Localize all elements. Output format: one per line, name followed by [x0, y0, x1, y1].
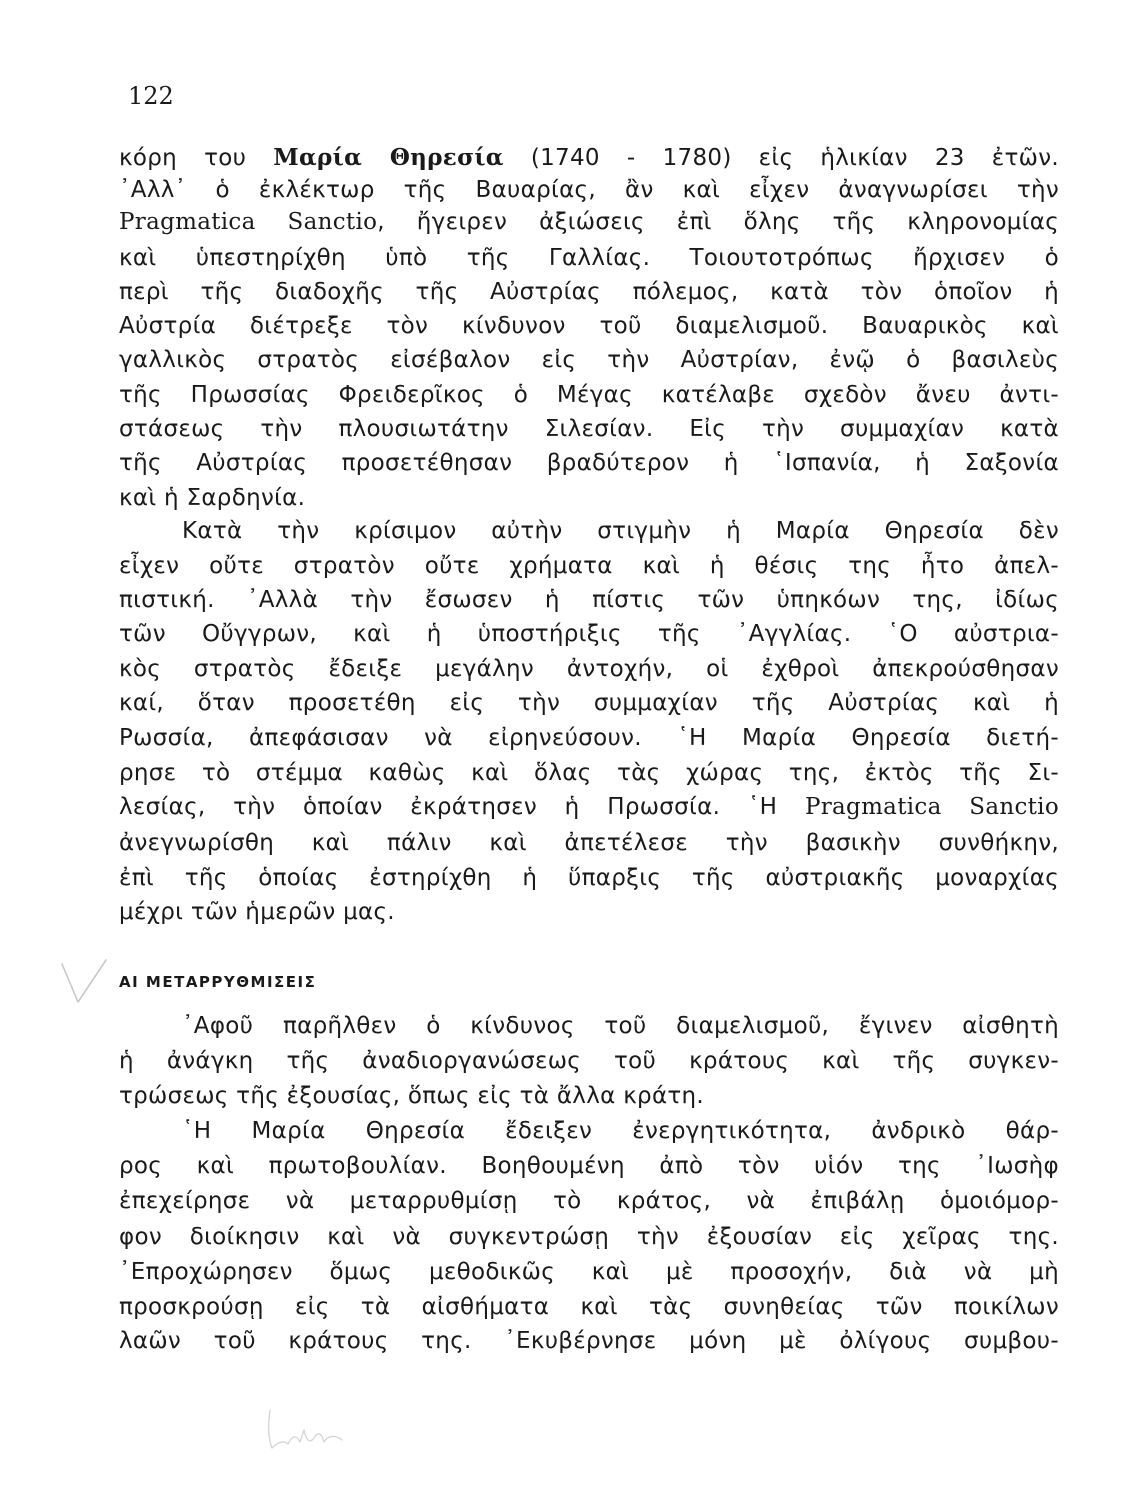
- text-line: καί, ὅταν προσετέθη εἰς τὴν συμμαχίαν τῆς Αὐστρίας καὶ ἡ: [119, 690, 1059, 716]
- text-line: ῾Η Μαρία Θηρεσία ἔδειξεν ἐνεργητικότητα, ἀνδρικὸ θάρ-: [182, 1118, 1059, 1144]
- text-line: ἐπεχείρησε νὰ μεταρρυθμίσῃ τὸ κράτος, νὰ ἐπιβάλῃ ὁμοιόμορ-: [119, 1188, 1059, 1214]
- text-line: ᾿Επροχώρησεν ὅμως μεθοδικῶς καὶ μὲ προσοχήν, διὰ νὰ μὴ: [119, 1259, 1059, 1285]
- bold-name: Μαρία Θηρεσία: [273, 144, 504, 171]
- text-line: τρώσεως τῆς ἐξουσίας, ὅπως εἰς τὰ ἄλλα κράτη.: [119, 1083, 705, 1109]
- text-line: ἐπὶ τῆς ὁποίας ἐστηρίχθη ἡ ὕπαρξις τῆς αὐστριακῆς μοναρχίας: [119, 865, 1059, 891]
- text-line: καὶ ἡ Σαρδηνία.: [119, 485, 306, 511]
- section-heading: ΑΙ ΜΕΤΑΡΡΥΘΜΙΣΕΙΣ: [119, 973, 317, 991]
- text-line: Αὐστρία διέτρεξε τὸν κίνδυνον τοῦ διαμελισμοῦ. Βαυαρικὸς καὶ: [119, 313, 1059, 339]
- text-line: καὶ ὑπεστηρίχθη ὑπὸ τῆς Γαλλίας. Τοιουτοτρόπως ἤρχισεν ὁ: [119, 245, 1059, 271]
- text-line: [119, 790, 1059, 824]
- page-number: 122: [128, 82, 174, 110]
- text-line: κὸς στρατὸς ἔδειξε μεγάλην ἀντοχήν, οἱ ἐχθροὶ ἀπεκρούσθησαν: [119, 656, 1059, 682]
- text-line: πιστική. ᾿Αλλὰ τὴν ἔσωσεν ἡ πίστις τῶν ὑπηκόων της, ἰδίως: [119, 587, 1059, 613]
- text-line: τῆς Αὐστρίας προσετέθησαν βραδύτερον ἡ ῾Ισπανία, ἡ Σαξονία: [119, 450, 1059, 476]
- text-span: λεσίας, τὴν ὁποίαν ἐκράτησεν ἡ Πρωσσία. ῾Η: [119, 794, 805, 820]
- text-line: εἶχεν οὔτε στρατὸν οὔτε χρήματα καὶ ἡ θέσις της ἦτο ἀπελ-: [119, 553, 1059, 579]
- text-line: ρησε τὸ στέμμα καθὼς καὶ ὅλας τὰς χώρας της, ἐκτὸς τῆς Σι-: [119, 760, 1059, 786]
- pencil-check-mark-icon: [58, 958, 118, 1008]
- text-line: λαῶν τοῦ κράτους της. ᾿Εκυβέρνησε μόνη μὲ ὀλίγους συμβου-: [119, 1328, 1059, 1354]
- text-line: μέχρι τῶν ἡμερῶν μας.: [119, 899, 395, 925]
- text-span: , ἤγειρεν ἀξιώσεις ἐπὶ ὅλης τῆς κληρονομίας: [377, 209, 1059, 235]
- latin-term: Pragmatica Sanctio: [119, 209, 378, 235]
- text-line: ᾿Αφοῦ παρῆλθεν ὁ κίνδυνος τοῦ διαμελισμοῦ, ἔγινεν αἰσθητὴ: [182, 1013, 1059, 1039]
- text-line: τῶν Οὔγγρων, καὶ ἡ ὑποστήριξις τῆς ᾿Αγγλίας. ῾Ο αὐστρια-: [119, 621, 1059, 647]
- text-line: Κατὰ τὴν κρίσιμον αὐτὴν στιγμὴν ἡ Μαρία Θηρεσία δὲν: [182, 518, 1059, 544]
- text-line: στάσεως τὴν πλουσιωτάτην Σιλεσίαν. Εἰς τὴν συμμαχίαν κατὰ: [119, 416, 1059, 442]
- text-line: γαλλικὸς στρατὸς εἰσέβαλον εἰς τὴν Αὐστρίαν, ἐνῷ ὁ βασιλεὺς: [119, 347, 1059, 373]
- text-line: τῆς Πρωσσίας Φρειδερῖκος ὁ Μέγας κατέλαβε σχεδὸν ἄνευ ἀντι-: [119, 382, 1059, 408]
- text-line: ἀνεγνωρίσθη καὶ πάλιν καὶ ἀπετέλεσε τὴν βασικὴν συνθήκην,: [119, 830, 1059, 856]
- text-span: κόρη του: [119, 145, 274, 171]
- text-line: ἡ ἀνάγκη τῆς ἀναδιοργανώσεως τοῦ κράτους καὶ τῆς συγκεν-: [119, 1048, 1059, 1074]
- text-line: περὶ τῆς διαδοχῆς τῆς Αὐστρίας πόλεμος, κατὰ τὸν ὁποῖον ἡ: [119, 279, 1059, 305]
- text-line: ᾿Αλλ᾿ ὁ ἐκλέκτωρ τῆς Βαυαρίας, ἂν καὶ εἶχεν ἀναγνωρίσει τὴν: [119, 177, 1059, 203]
- text-line: φον διοίκησιν καὶ νὰ συγκεντρώσῃ τὴν ἐξουσίαν εἰς χεῖρας της.: [119, 1224, 1059, 1250]
- text-span: (1740 - 1780) εἰς ἡλικίαν 23 ἐτῶν.: [503, 145, 1059, 171]
- text-line: προσκρούσῃ εἰς τὰ αἰσθήματα καὶ τὰς συνηθείας τῶν ποικίλων: [119, 1294, 1059, 1320]
- text-line: [119, 205, 1059, 239]
- latin-term: Pragmatica Sanctio: [804, 794, 1059, 820]
- pencil-scribble-icon: [262, 1400, 362, 1460]
- text-line: ρος καὶ πρωτοβουλίαν. Βοηθουμένη ἀπὸ τὸν υἱόν της ᾿Ιωσὴφ: [119, 1153, 1059, 1179]
- text-line: [119, 141, 1059, 175]
- text-line: Ρωσσία, ἀπεφάσισαν νὰ εἰρηνεύσουν. ῾Η Μαρία Θηρεσία διετή-: [119, 725, 1059, 751]
